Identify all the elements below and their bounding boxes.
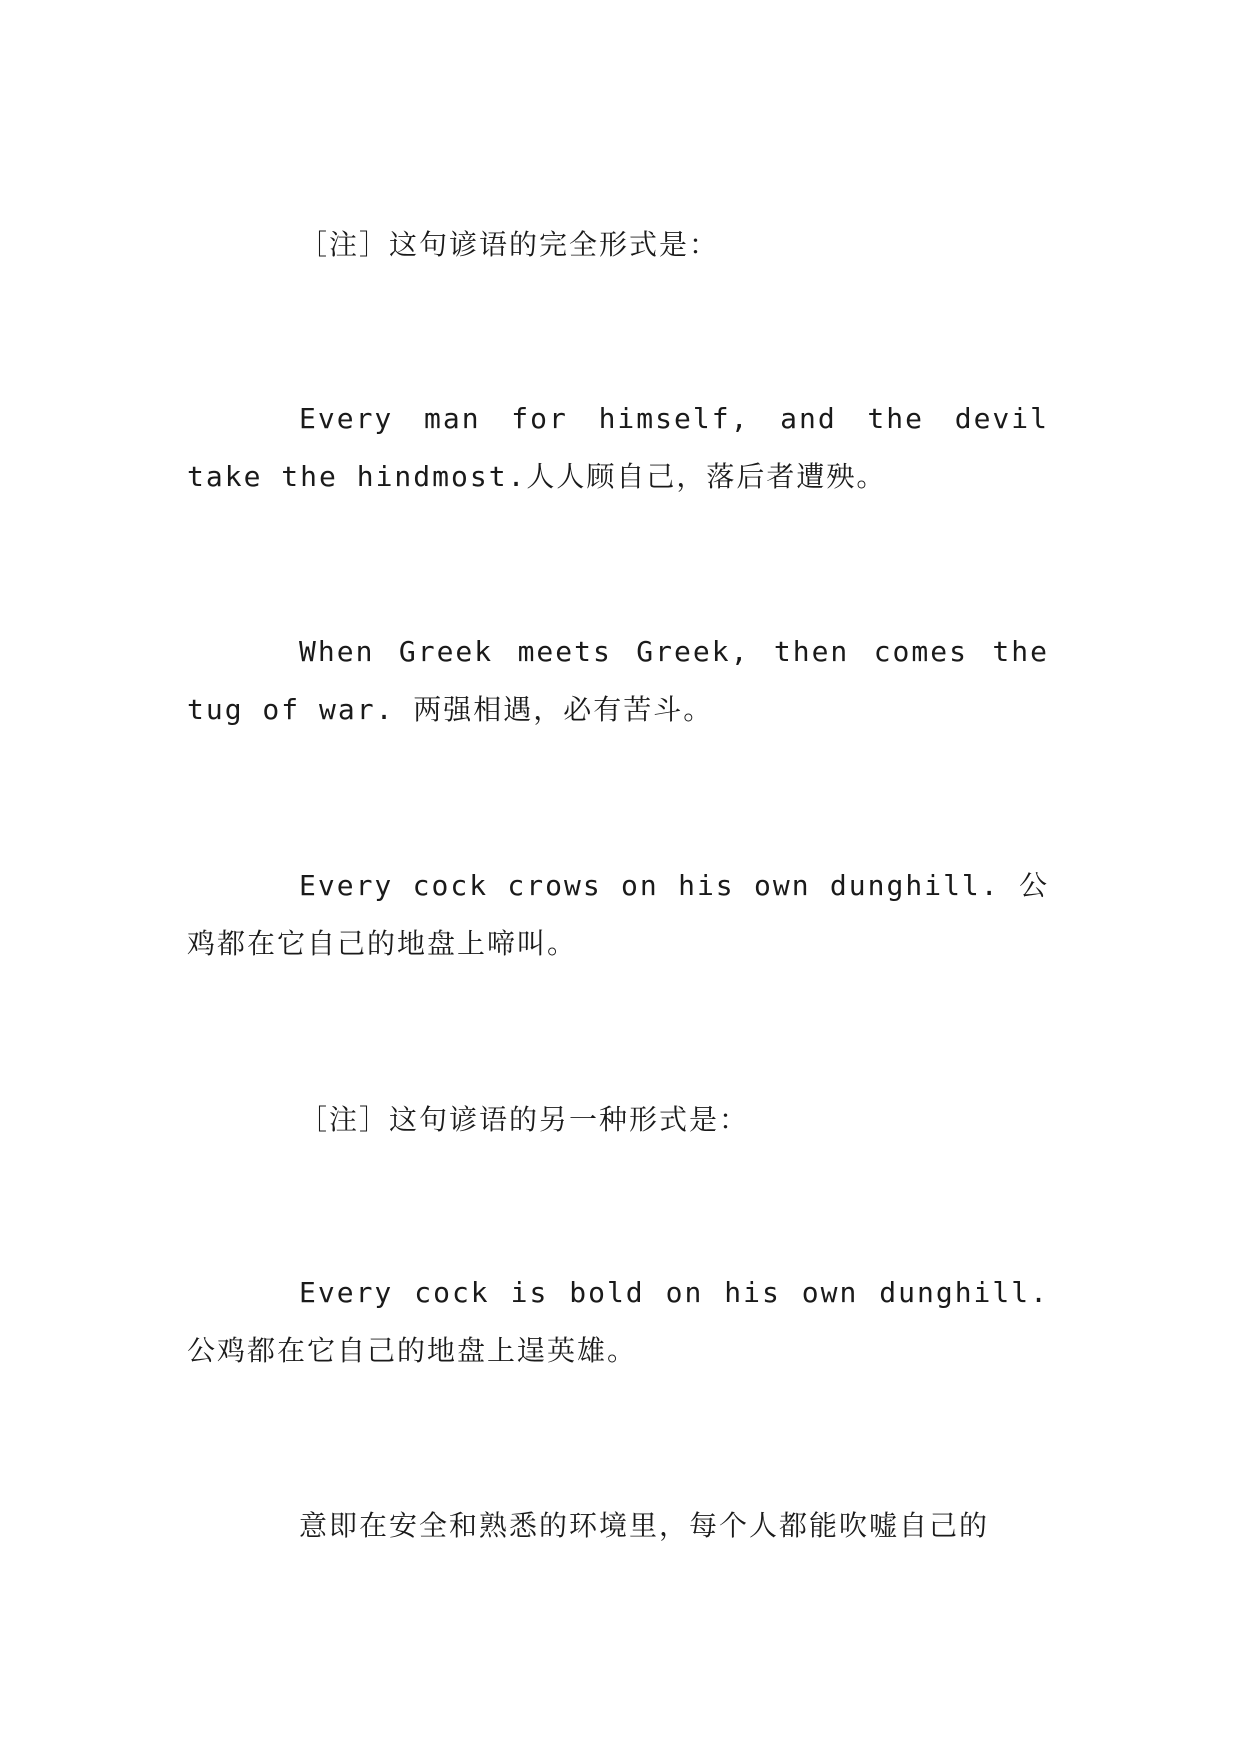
note-full-form: ［注］这句谚语的完全形式是： — [299, 228, 720, 261]
proverb-cock-crows: Every cock crows on his own dunghill. 公鸡都在它自己的地盘上啼叫。 — [187, 869, 1049, 960]
proverb-cock-bold: Every cock is bold on his own dunghill. 公鸡都在它自己的地盘上逞英雄。 — [187, 1276, 1049, 1367]
explanation-paragraph: 意即在安全和熟悉的环境里，每个人都能吹嘘自己的 — [299, 1509, 990, 1542]
proverb-every-man: Every man for himself, and the devil take the hindmost.人人顾自己，落后者遭殃。 — [187, 402, 1049, 493]
proverb-greek-meets-greek: When Greek meets Greek, then comes the tug of war. 两强相遇，必有苦斗。 — [187, 635, 1049, 726]
note-other-form: ［注］这句谚语的另一种形式是： — [299, 1103, 750, 1136]
